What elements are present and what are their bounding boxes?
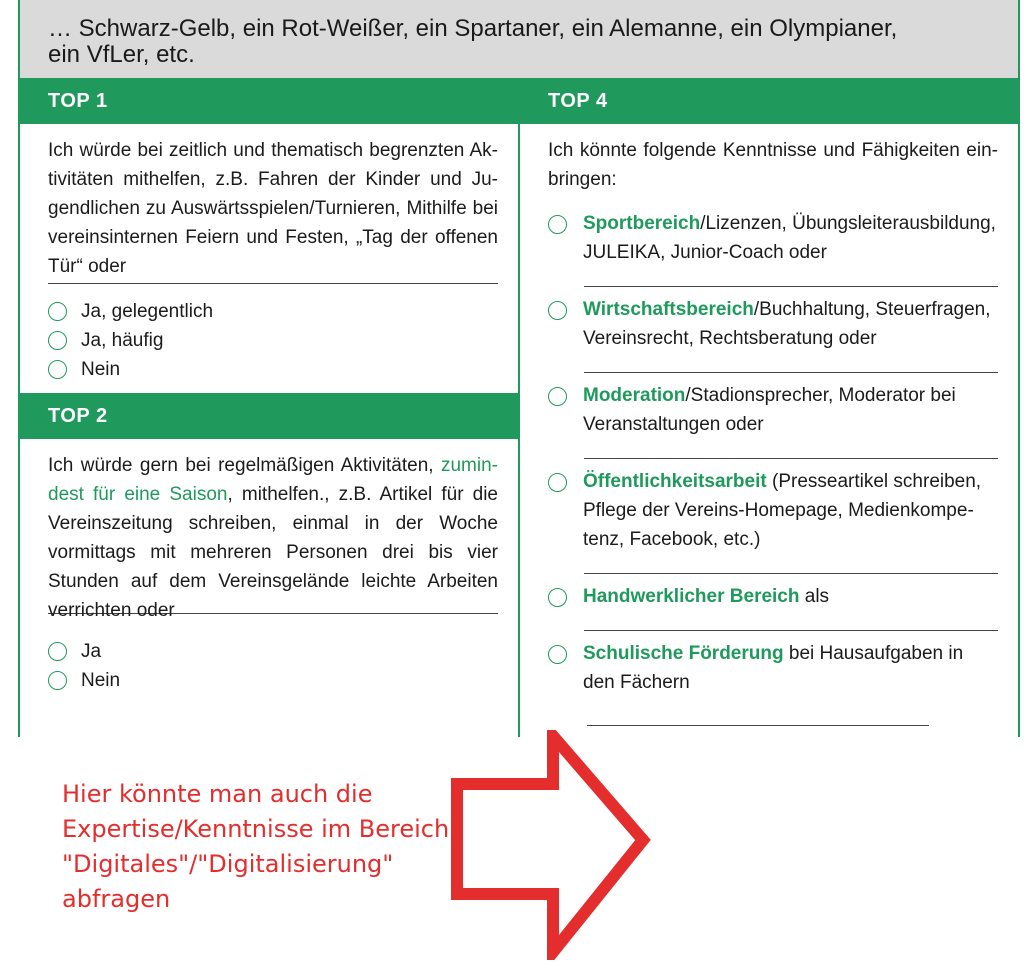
top4-option-moderation[interactable] bbox=[520, 381, 1018, 439]
volunteer-form bbox=[18, 0, 1020, 737]
oeffentlichkeit-write-line[interactable] bbox=[584, 573, 998, 574]
option-keyword: Moderation bbox=[583, 385, 686, 406]
option-keyword: Sportbereich bbox=[583, 213, 701, 234]
top1-option-nein[interactable] bbox=[48, 355, 518, 384]
option-keyword: Öffentlichkeitsarbeit bbox=[583, 471, 767, 492]
right-arrow-icon bbox=[445, 730, 655, 960]
right-column bbox=[520, 78, 1018, 737]
top4-option-handwerk[interactable] bbox=[520, 582, 1018, 611]
option-text: als bbox=[799, 586, 830, 607]
top4-title: TOP 4 bbox=[520, 78, 1018, 124]
radio-circle-icon[interactable] bbox=[548, 387, 567, 406]
radio-circle-icon[interactable] bbox=[548, 588, 567, 607]
option-label: Ja, häufig bbox=[81, 329, 164, 351]
annotation-note bbox=[62, 777, 482, 917]
top2-options bbox=[20, 614, 518, 695]
option-keyword: Wirtschaftsbereich bbox=[583, 299, 754, 320]
wirtschaft-write-line[interactable] bbox=[584, 372, 998, 373]
top2-option-ja[interactable] bbox=[48, 637, 518, 666]
top4-option-sport[interactable] bbox=[520, 209, 1018, 267]
radio-circle-icon[interactable] bbox=[548, 215, 567, 234]
option-text: bei Hausaufgaben in den Fächern bbox=[583, 643, 964, 693]
radio-circle-icon[interactable] bbox=[48, 642, 67, 661]
top4-option-wirtschaft[interactable] bbox=[520, 295, 1018, 353]
annotation-line-1: Hier könnte man auch die bbox=[62, 780, 373, 808]
top2-option-nein[interactable] bbox=[48, 666, 518, 695]
header-line-2: ein VfLer, etc. bbox=[48, 41, 195, 68]
sport-write-line[interactable] bbox=[584, 286, 998, 287]
top1-options bbox=[20, 284, 518, 384]
radio-circle-icon[interactable] bbox=[48, 671, 67, 690]
radio-circle-icon[interactable] bbox=[48, 360, 67, 379]
option-text: (Presseartikel schreiben, Pflege der Vereins-Homepage, Medienkompetenz, Facebook, etc.) bbox=[583, 471, 982, 550]
top2-text-highlight: zumindest für eine Saison bbox=[48, 455, 498, 505]
option-text: /Buchhaltung, Steuerfragen, Vereinsrecht, Rechtsberatung oder bbox=[583, 299, 991, 349]
top2-title: TOP 2 bbox=[20, 393, 518, 439]
annotation-line-2: Expertise/Kenntnisse im Bereich bbox=[62, 815, 450, 843]
top2-text-after: , mithelfen., z.B. Artikel für die Vereinszeitung schreiben, einmal in der Woche vormittags mit mehreren Personen drei bis vier Stunden auf dem Vereinsgelände leichte Arbeiten verrichten oder bbox=[48, 484, 498, 621]
top1-title: TOP 1 bbox=[20, 78, 518, 124]
top4-option-oeffentlichkeit[interactable] bbox=[520, 467, 1018, 554]
radio-circle-icon[interactable] bbox=[548, 645, 567, 664]
moderation-write-line[interactable] bbox=[584, 458, 998, 459]
option-label: Nein bbox=[81, 358, 121, 380]
option-text: /Lizenzen, Übungsleiterausbildung, JULEIKA, Junior-Coach oder bbox=[583, 213, 996, 263]
annotation-line-4: abfragen bbox=[62, 885, 171, 913]
top2-text bbox=[20, 439, 518, 621]
left-column bbox=[20, 78, 520, 737]
radio-circle-icon[interactable] bbox=[48, 302, 67, 321]
option-label: Ja bbox=[81, 640, 102, 662]
radio-circle-icon[interactable] bbox=[548, 301, 567, 320]
radio-circle-icon[interactable] bbox=[48, 331, 67, 350]
option-keyword: Schulische Förderung bbox=[583, 643, 784, 664]
form-header bbox=[20, 0, 1018, 78]
radio-circle-icon[interactable] bbox=[548, 473, 567, 492]
top1-text: Ich würde bei zeitlich und thematisch begrenzten Aktivitäten mithelfen, z.B. Fahren der Kinder und Jugendlichen zu Auswärtsspielen/Turnieren, Mithilfe bei vereinsinternen Feiern und Festen, „Tag der offenen Tür“ oder bbox=[48, 140, 498, 277]
faecher-write-line[interactable] bbox=[587, 705, 929, 726]
top2-text-before: Ich würde gern bei regelmäßigen Aktivitäten, bbox=[48, 455, 441, 476]
handwerk-write-line[interactable] bbox=[584, 630, 998, 631]
annotation-line-3: "Digitales"/"Digitalisierung" bbox=[62, 850, 394, 878]
option-label: Nein bbox=[81, 669, 121, 691]
top1-option-gelegentlich[interactable] bbox=[48, 297, 518, 326]
option-keyword: Handwerklicher Bereich bbox=[583, 586, 800, 607]
top4-intro: Ich könnte folgende Kenntnisse und Fähigkeiten einbringen: bbox=[548, 140, 998, 190]
top4-option-schulisch[interactable] bbox=[520, 639, 1018, 726]
header-line-1: … Schwarz-Gelb, ein Rot-Weißer, ein Spartaner, ein Alemanne, ein Olympianer, bbox=[48, 15, 898, 42]
option-text: /Stadionsprecher, Moderator bei Veranstaltungen oder bbox=[583, 385, 956, 435]
option-label: Ja, gelegentlich bbox=[81, 300, 214, 322]
top1-option-haeufig[interactable] bbox=[48, 326, 518, 355]
